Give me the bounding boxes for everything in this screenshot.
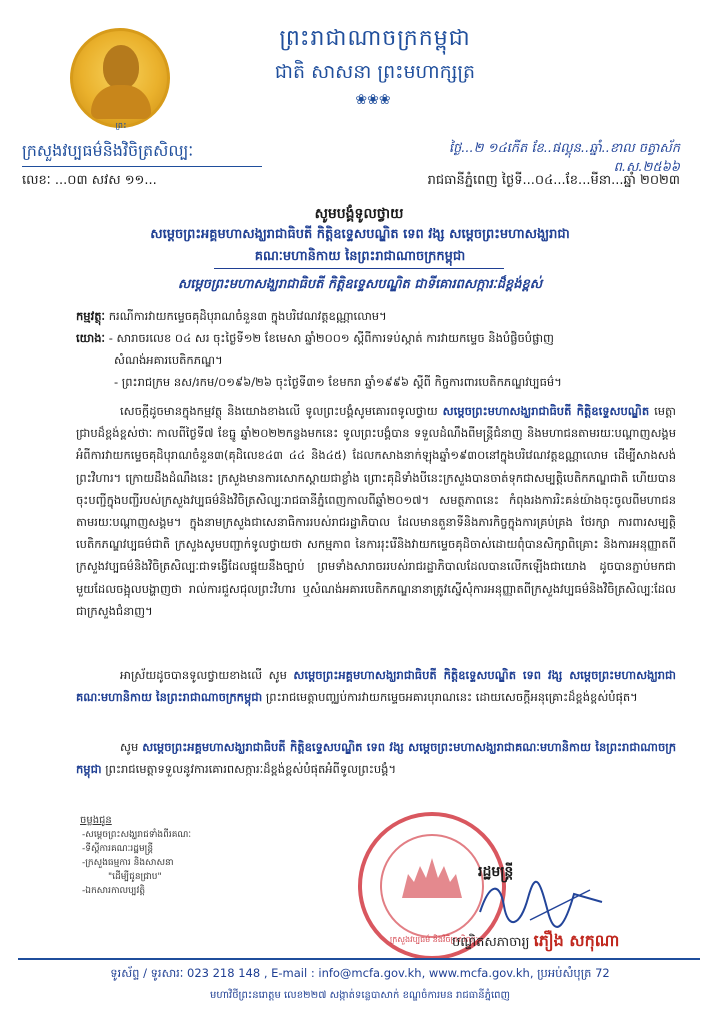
p2-lead: អាស្រ័យដូចបានទូលថ្វាយខាងលើ សូម bbox=[120, 668, 287, 682]
reference-line-2: - ព្រះរាជក្រម នស/រកម/០១៩៦/២៦ ចុះថ្ងៃទី៣១ ខែមករា ឆ្នាំ១៩៩៦ ស្តីពី កិច្ចការពារបេតិកភណ្ឌវប្បធម៌។ bbox=[114, 375, 562, 389]
seal-figure-body bbox=[91, 85, 151, 119]
p1-text: មេត្តាជ្រាបដ៏ខ្ពង់ខ្ពស់ថាៈ កាលពីថ្ងៃទី៧ ខែធ្នូ ឆ្នាំ២០២២កន្លងមកនេះ ទូលព្រះបង្គំបាន ទទួលដំណឹងពីមន្ត្រីជំនាញ និងមហាជនតាមរយៈបណ្តាញសង្គមអំពីការវាយកម្ទេចគុដិបុរាណចំនួន៣(គុដិលេខ៤៣ ៤៤ និង៤៥) ដែលកសាងនាក់ឡុងឆ្នាំ១៩៣០នៅក្នុងបរិវេណវត្តឧណ្ណាលោម ដើម្បីសាងសង់ព្រះវិហារ។ ក្រោយដឹងដំណឹងនេះ ក្រសួងមានការសោកស្តាយជាខ្លាំង ព្រោះគុដិទាំងបីនេះក្រសួងបានចាត់ទុកជាសម្បត្តិបេតិកភណ្ឌជាតិ ហើយបានចុះបញ្ជីក្នុងបញ្ជីរបស់ក្រសួងវប្បធម៌និងវិចិត្រសិល្បៈរាជធានីភ្នំពេញកាលពីឆ្នាំ២០១៧។ សមត្ថភាពនេះ កំពុងរងការរិះគន់យ៉ាងចុះចូលពីមហាជនតាមរយៈបណ្តាញសង្គម។ ក្នុងនាមក្រសួងជាសេនាធិការរបស់រាជរដ្ឋាភិបាល ដែលមានតួនាទីនិងភារកិច្ចក្នុងការគ្រប់គ្រង ថែរក្សា ការពារសម្បត្តិបេតិកភណ្ឌវប្បធម៌ជាតិ ក្រសួងសូមបញ្ជាក់ទូលថ្វាយថា សកម្មភាព នៃការរុះរើនិងវាយកម្ទេចគុដិចាស់ដោយពុំបានសិក្សាពិគ្រោះ និងការអនុញ្ញាតពីក្រសួងវប្បធម៌និងវិចិត្រសិល្បៈជាទង្វើដែលផ្ទុយនឹងច្បាប់ ព្រមទាំងសារាចររបស់រាជរដ្ឋាភិបាលដែលបានលើកឡើងជាយោង ដូចបានភ្ជាប់មកជាមួយដែលចង្អុលបង្ហាញថា រាល់ការជួសជុលព្រះវិហារ ឬសំណង់អគារបេតិកភណ្ឌនានាត្រូវស្នើសុំការអនុញ្ញាតពីក្រសួងវប្បធម៌និងវិចិត្រសិល្បៈដែលជាក្រសួងជំនាញ។ bbox=[76, 404, 676, 618]
seal-caption: ព្រះ bbox=[115, 121, 127, 130]
body-paragraph-3 bbox=[76, 736, 676, 802]
national-motto: ជាតិ សាសនា ព្រះមហាក្សត្រ bbox=[274, 61, 476, 83]
p2-text: ព្រះរាជមេត្តាបញ្ឈប់ការវាយកម្ទេចអគារបុរាណនេះ ដោយសេចក្តីអនុគ្រោះដ៏ខ្ពង់ខ្ពស់បំផុត។ bbox=[265, 690, 638, 705]
signatory-full-name: ភឿង សកុណា bbox=[533, 931, 620, 950]
ministry-seal-logo bbox=[70, 28, 170, 128]
distribution-list bbox=[80, 814, 280, 898]
p3-text: ព្រះរាជមេត្តាទទួលនូវការគោរពសក្ការៈដ៏ខ្ពង់ខ្ពស់បំផុតអំពីទូលព្រះបង្គំ។ bbox=[105, 762, 397, 777]
signatory-name bbox=[452, 930, 682, 954]
addressee-line-2: គណៈមហានិកាយ នៃព្រះរាជាណាចក្រកម្ពុជា bbox=[254, 249, 466, 264]
handwritten-signature bbox=[470, 872, 610, 932]
body-paragraph-2 bbox=[76, 664, 676, 730]
reference-label: យោងៈ bbox=[76, 331, 106, 345]
addressee-line-3: សម្តេចព្រះមហាសង្ឃរាជាធិបតី កិត្តិឧទ្ទេសបណ្ឌិត ជាទីគោរពសក្ការៈដ៏ខ្ពង់ខ្ពស់ bbox=[177, 277, 543, 292]
p2-honorific: សម្តេចព្រះអគ្គមហាសង្ឃរាជាធិបតី កិត្តិឧទ្ទេសបណ្ឌិត ទេព វង្ស សម្តេចព្រះមហាសង្ឃរាជាគណៈមហានិកាយ នៃព្រះរាជាណាចក្រកម្ពុជា bbox=[76, 668, 676, 705]
solar-date: រាជធានីភ្នំពេញ ថ្ងៃទី...០៤...ខែ...មីនា...ឆ្នាំ ២០២៣ bbox=[427, 173, 680, 188]
salutation: សូមបង្គំទូលថ្វាយ bbox=[314, 206, 404, 222]
reference-number: លេខៈ ...០៣ សវស ១១... bbox=[22, 173, 157, 188]
seal-figure-head bbox=[103, 45, 139, 89]
body-paragraph-1 bbox=[76, 400, 676, 660]
subject-text: ករណីការវាយកម្ទេចគុដិបុរាណចំនួន៣ ក្នុងបរិវេណវត្តឧណ្ណាលោម។ bbox=[108, 309, 387, 323]
p1-honorific: សម្តេចព្រះមហាសង្ឃរាជាធិបតី កិត្តិឧទ្ទេសបណ្ឌិត bbox=[442, 404, 650, 418]
signatory-name-prefix: បណ្ឌិតសភាចារ្យ bbox=[452, 935, 530, 950]
p3-lead: សូម bbox=[120, 740, 139, 754]
motto-ornament: ❀❀❀ bbox=[355, 92, 391, 108]
addressee-divider bbox=[214, 268, 504, 269]
ministry-name: ក្រសួងវប្បធម៌និងវិចិត្រសិល្បៈ bbox=[22, 140, 262, 167]
distribution-item: -ទីស្តីការគណៈរដ្ឋមន្ត្រី bbox=[82, 844, 154, 854]
distribution-item: -ឯកសារកាលប្បវត្តិ bbox=[82, 886, 146, 896]
p3-honorific: សម្តេចព្រះអគ្គមហាសង្ឃរាជាធិបតី កិត្តិឧទ្ទេសបណ្ឌិត ទេព វង្ស សម្តេចព្រះមហាសង្ឃរាជាគណៈមហានិកាយ នៃព្រះរាជាណាចក្រកម្ពុជា bbox=[76, 740, 676, 777]
p1-lead: សេចក្តីដូចមានក្នុងកម្មវត្ថុ និងយោងខាងលើ ទូលព្រះបង្គំសូមគោរពទូលថ្វាយ bbox=[120, 404, 438, 418]
signatory-title: រដ្ឋមន្ត្រី bbox=[478, 864, 514, 880]
distribution-item: -សម្តេចព្រះសង្ឃរាជទាំងពីរគណៈ bbox=[82, 830, 192, 840]
stamp-ring-text: ក្រសួងវប្បធម៌ និងវិចិត្រសិល្បៈ bbox=[389, 935, 479, 944]
subject-line bbox=[76, 306, 676, 326]
footer-address: មហាវិថីព្រះនរោត្តម លេខ២២៧ សង្កាត់ទន្លេបាសាក់ ខណ្ឌចំការមន រាជធានីភ្នំពេញ bbox=[209, 990, 511, 1001]
addressee-line-1: សម្តេចព្រះអគ្គមហាសង្ឃរាជាធិបតី កិត្តិឧទ្ទេសបណ្ឌិត ទេព វង្ស សម្តេចព្រះមហាសង្ឃរាជា bbox=[150, 227, 570, 242]
lunar-date: ថ្ងៃ...២ ១៤កើត ខែ..ផល្គុន..ឆ្នាំ..ខាល ចត្វាស័ក ព.ស.២៥៦៦ bbox=[448, 141, 680, 175]
footer-contact: ទូរស័ព្ទ / ទូរសារៈ 023 218 148 , E-mail : info@mcfa.gov.kh, www.mcfa.gov.kh, ប្រអប់សំបុត្រ 72 bbox=[110, 966, 610, 980]
distribution-item: -ក្រសួងធម្មការ និងសាសនា bbox=[82, 858, 174, 868]
footer-divider bbox=[18, 958, 700, 960]
reference-1-text: - សារាចរលេខ ០៤ សរ ចុះថ្ងៃទី១២ ខែមេសា ឆ្នាំ២០០១ ស្តីពីការទប់ស្កាត់ ការវាយកម្ទេច និងបំផ្លិចបំផ្លាញ bbox=[108, 331, 554, 345]
reference-1-continuation: សំណង់អគារបេតិកភណ្ឌ។ bbox=[114, 353, 223, 367]
distribution-item: "ដើម្បីជូនជ្រាប" bbox=[108, 872, 162, 882]
distribution-title: ចម្លងជូន bbox=[80, 815, 112, 826]
subject-label: កម្មវត្ថុៈ bbox=[76, 309, 106, 323]
reference-line-1 bbox=[76, 328, 676, 348]
kingdom-heading: ព្រះរាជាណាចក្រកម្ពុជា bbox=[279, 26, 471, 51]
